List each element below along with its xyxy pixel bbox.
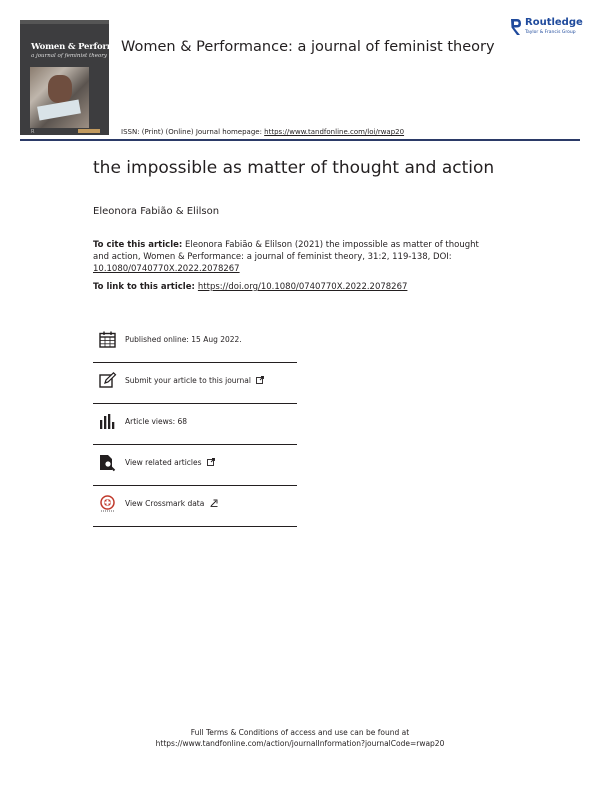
related-articles-wrapper — [125, 458, 215, 467]
bar-chart-icon — [99, 413, 116, 430]
issn-text: ISSN: (Print) (Online) Journal homepage: — [121, 128, 265, 136]
published-online-row — [93, 322, 297, 363]
article-views-row — [93, 404, 297, 445]
cover-photo-figure — [48, 75, 72, 103]
external-link-icon — [256, 376, 264, 384]
crossmark-icon — [99, 495, 116, 512]
submit-article-wrapper — [125, 376, 264, 385]
article-link-label: To link to this article: — [93, 282, 195, 292]
citation-doi-link[interactable]: 10.1080/0740770X.2022.2078267 — [93, 264, 240, 274]
article-info-panel — [93, 322, 297, 527]
article-authors: Eleonora Fabião & Elilson — [93, 206, 220, 217]
routledge-logo-icon — [510, 18, 522, 36]
publisher-logo[interactable] — [510, 16, 585, 40]
article-title: the impossible as matter of thought and action — [93, 158, 495, 178]
issn-line — [121, 128, 404, 136]
submit-article-link[interactable]: Submit your article to this journal — [125, 376, 251, 385]
terms-footer-link[interactable]: https://www.tandfonline.com/action/journalInformation?journalCode=rwap20 — [155, 739, 445, 748]
related-articles-row[interactable] — [93, 445, 297, 486]
citation-block — [93, 239, 488, 275]
cover-subtitle: a journal of feminist theory — [31, 53, 108, 59]
calendar-icon — [99, 331, 116, 348]
submit-article-row[interactable] — [93, 363, 297, 404]
cover-brand-mark: R — [31, 129, 35, 135]
terms-footer-line1: Full Terms & Conditions of access and use can be found at — [190, 728, 410, 737]
article-link-block — [93, 282, 407, 292]
related-articles-search-icon — [99, 454, 116, 471]
crossmark-row[interactable] — [93, 486, 297, 527]
journal-homepage-link[interactable]: https://www.tandfonline.com/loi/rwap20 — [264, 128, 405, 136]
crossmark-link[interactable]: View Crossmark data — [125, 499, 205, 508]
crossmark-wrapper — [125, 499, 218, 508]
citation-text: Eleonora Fabião & Elilson (2021) the impossible as matter of thought and action, Women & Performance: a journal of feminist theory, 31:2, 119-138, DOI: — [93, 240, 479, 262]
cover-title: Women & Performance: — [31, 42, 140, 52]
external-link-icon — [207, 458, 215, 466]
journal-title: Women & Performance: a journal of feminist theory — [121, 39, 495, 55]
cover-top-strip — [20, 20, 109, 24]
published-online-text: Published online: 15 Aug 2022. — [125, 335, 242, 344]
journal-cover-image — [20, 20, 140, 135]
related-articles-link[interactable]: View related articles — [125, 458, 202, 467]
article-doi-link[interactable]: https://doi.org/10.1080/0740770X.2022.2078267 — [197, 282, 408, 292]
cover-photo — [30, 67, 89, 128]
terms-footer — [0, 727, 600, 749]
header-divider — [20, 139, 580, 141]
publisher-tagline: Taylor & Francis Group — [525, 30, 576, 35]
cover-label-chip — [78, 129, 100, 133]
edit-pencil-icon — [99, 372, 116, 389]
cover-photo-sheet — [37, 99, 81, 120]
crossmark-external-icon — [210, 499, 218, 507]
citation-label: To cite this article: — [93, 240, 183, 250]
publisher-name: Routledge — [525, 17, 583, 28]
article-views-text: Article views: 68 — [125, 417, 188, 426]
